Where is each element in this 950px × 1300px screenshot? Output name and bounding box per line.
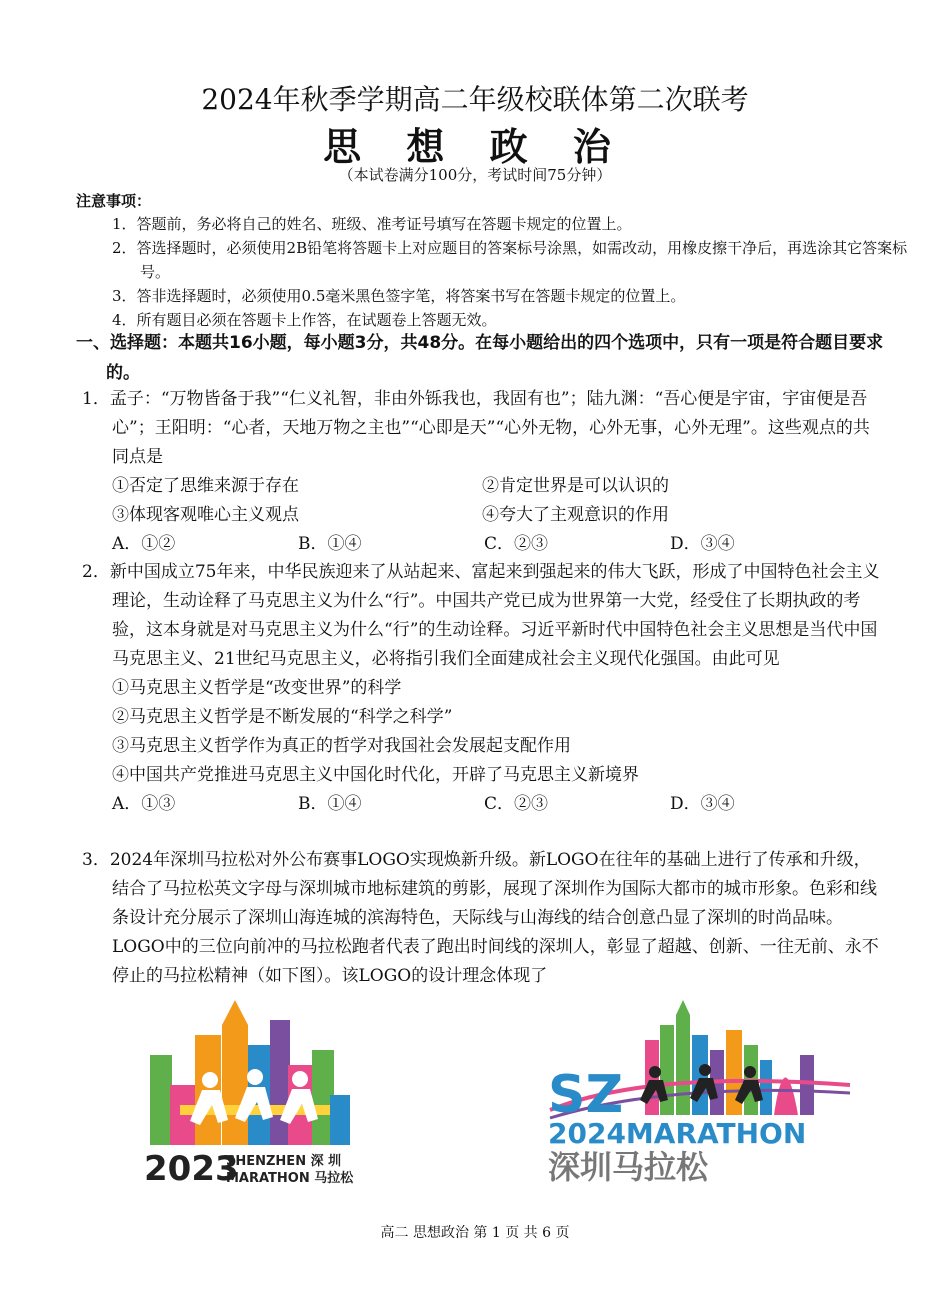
statement-item: ④中国共产党推进马克思主义中国化时代化，开辟了马克思主义新境界: [112, 765, 639, 785]
statement-item: ③体现客观唯心主义观点: [112, 505, 299, 525]
notice-item: 1．答题前，务必将自己的姓名、班级、准考证号填写在答题卡规定的位置上。: [112, 215, 632, 233]
question-1: [82, 385, 882, 559]
marathon-logo-2023: [140, 995, 365, 1195]
answer-option: B．①④: [298, 794, 362, 814]
logo-2023-line1: SHENZHEN 深 圳: [226, 1154, 342, 1169]
statement-item: ②肯定世界是可以认识的: [482, 476, 669, 496]
question-3: [82, 846, 882, 991]
logo-2024-line2: 深圳马拉松: [548, 1148, 709, 1185]
statement-item: ①马克思主义哲学是“改变世界”的科学: [112, 678, 402, 698]
marathon-logo-2024: [530, 1000, 860, 1185]
statement-item: ①否定了思维来源于存在: [112, 476, 299, 496]
logo-2023-line2: MARATHON 马拉松: [226, 1171, 354, 1186]
answer-option: D．③④: [670, 534, 735, 554]
answer-option: B．①④: [298, 534, 362, 554]
logo-2023-year: 2023: [144, 1149, 239, 1189]
logo-2024-line1: 2024MARATHON: [548, 1117, 807, 1150]
notice-item: 3．答非选择题时，必须使用0.5毫米黑色签字笔，将答案书写在答题卡规定的位置上。: [112, 287, 686, 305]
logo-2024-sz: SZ: [548, 1065, 624, 1125]
section-title: 一、选择题：本题共16小题，每小题3分，共48分。在每小题给出的四个选项中，只有一项是符合题目要求的。: [76, 333, 884, 383]
question-stem: 孟子：“万物皆备于我”“仁义礼智，非由外铄我也，我固有也”；陆九渊：“吾心便是宇宙，宇宙便是吾心”；王阳明：“心者，天地万物之主也”“心即是天”“心外无物，心外无事，心外无理”。这些观点的共同点是: [109, 389, 870, 467]
question-stem: 2024年深圳马拉松对外公布赛事LOGO实现焕新升级。新LOGO在往年的基础上进行了传承和升级，结合了马拉松英文字母与深圳城市地标建筑的剪影，展现了深圳作为国际大都市的城市形象。色彩和线条设计充分展示了深圳山海连城的滨海特色，天际线与山海线的结合创意凸显了深圳的时尚品味。LOGO中的三位向前冲的马拉松跑者代表了跑出时间线的深圳人，彰显了超越、创新、一往无前、永不停止的马拉松精神（如下图）。该LOGO的设计理念体现了: [109, 850, 879, 986]
answer-option: C．②③: [484, 794, 549, 814]
notice-heading: 注意事项：: [76, 192, 152, 210]
notice-item: 4．所有题目必须在答题卡上作答，在试题卷上答题无效。: [112, 311, 497, 329]
question-2: [82, 558, 882, 819]
question-stem: 新中国成立75年来，中华民族迎来了从站起来、富起来到强起来的伟大飞跃，形成了中国特色社会主义理论，生动诠释了马克思主义为什么“行”。中国共产党已成为世界第一大党，经受住了长期执政的考验，这本身就是对马克思主义为什么“行”的生动诠释。习近平新时代中国特色社会主义思想是当代中国马克思主义、21世纪马克思主义，必将指引我们全面建成社会主义现代化强国。由此可见: [109, 562, 880, 669]
logo-2024-graphic: [530, 1000, 860, 1185]
subject-title: 思 想 政 治: [323, 124, 627, 169]
page-footer: 高二 思想政治 第 1 页 共 6 页: [380, 1225, 570, 1241]
statement-item: ②马克思主义哲学是不断发展的“科学之科学”: [112, 707, 453, 727]
answer-option: D．③④: [670, 794, 735, 814]
exam-title: 2024年秋季学期高二年级校联体第二次联考: [201, 83, 749, 116]
answer-option: C．②③: [484, 534, 549, 554]
question-number: 3．: [82, 850, 110, 870]
question-number: 2．: [82, 562, 110, 582]
notice-item: 2．答选择题时，必须使用2B铅笔将答题卡上对应题目的答案标号涂黑，如需改动，用橡皮擦干净后，再选涂其它答案标号。: [112, 239, 908, 281]
statement-item: ④夸大了主观意识的作用: [482, 505, 669, 525]
question-number: 1．: [82, 389, 110, 409]
statement-item: ③马克思主义哲学作为真正的哲学对我国社会发展起支配作用: [112, 736, 571, 756]
logo-2023-graphic: [140, 995, 365, 1195]
exam-subtitle: （本试卷满分100分，考试时间75分钟）: [338, 166, 612, 184]
answer-option: A．①②: [112, 534, 176, 554]
answer-option: A．①③: [112, 794, 176, 814]
